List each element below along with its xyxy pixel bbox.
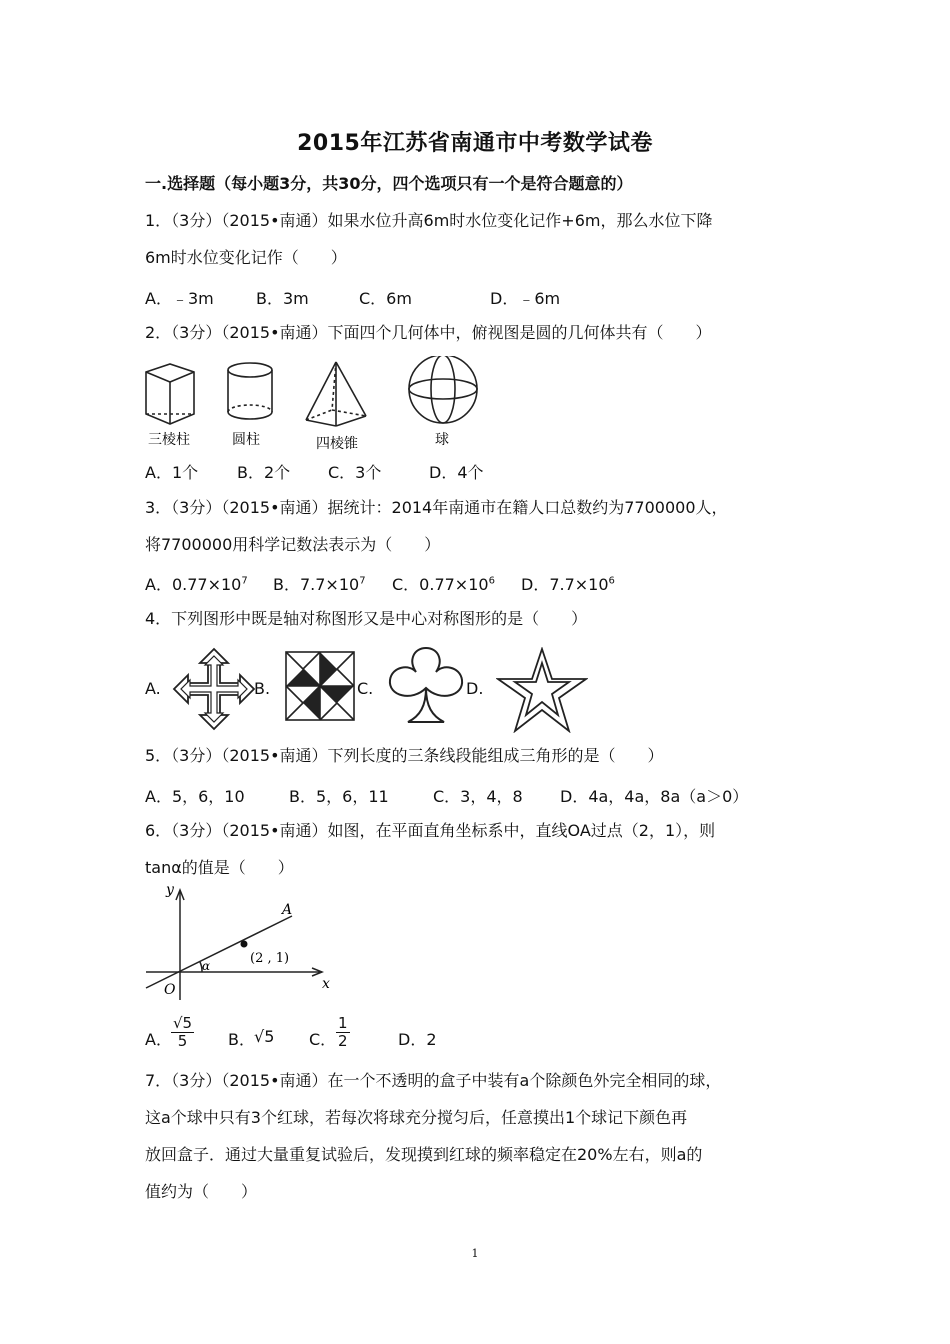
q3-line2: 将7700000用科学记数法表示为（ ）	[145, 535, 441, 554]
q7-line1: 7．（3分）（2015•南通）在一个不透明的盒子中装有a个除颜色外完全相同的球，	[145, 1071, 722, 1090]
solid-label-pyramid: 四棱锥	[316, 436, 358, 451]
q6-option-a-fraction: $\frac{√5}{5}$	[173, 1014, 193, 1050]
q3-line1: 3．（3分）（2015•南通）据统计：2014年南通市在籍人口总数约为7700000人，	[145, 498, 728, 517]
q3-option-d: D．$7.7\times 10^6$	[521, 575, 615, 594]
q2-solids-figure	[140, 356, 490, 451]
q6-coordinate-graph	[142, 880, 342, 1002]
q3-option-c: C．$0.77\times 10^6$	[392, 575, 495, 594]
y-axis-label: y	[166, 882, 174, 898]
q1-option-c: C．6m	[359, 289, 412, 308]
section-heading: 一.选择题（每小题3分，共30分，四个选项只有一个是符合题意的）	[145, 174, 633, 193]
q5-option-b: B．5，6，11	[289, 787, 389, 806]
q1-option-d: D．﹣6m	[490, 289, 561, 308]
sphere-shape	[409, 356, 477, 423]
page-number: 1	[471, 1247, 479, 1260]
q1-option-b: B．3m	[256, 289, 309, 308]
q6-option-a-label: A．	[145, 1030, 172, 1049]
q6-line1: 6．（3分）（2015•南通）如图，在平面直角坐标系中，直线OA过点（2，1），则	[145, 821, 716, 840]
q4-line1: 4．下列图形中既是轴对称图形又是中心对称图形的是（ ）	[145, 609, 588, 628]
point-a-label: A	[282, 902, 293, 918]
q2-option-d: D．4个	[429, 463, 484, 482]
origin-label: O	[164, 982, 176, 998]
q1-line1: 1．（3分）（2015•南通）如果水位升高6m时水位变化记作+6m，那么水位下降	[145, 211, 713, 230]
page-title: 2015年江苏省南通市中考数学试卷	[297, 131, 653, 156]
q5-option-c: C．3，4，8	[433, 787, 523, 806]
solid-label-cylinder: 圆柱	[232, 432, 260, 448]
triangular-prism-shape	[146, 364, 194, 424]
q3-option-a: A．$0.77\times 10^7$	[145, 575, 248, 594]
q6-line2: tanα的值是（ ）	[145, 858, 294, 877]
q1-line2: 6m时水位变化记作（ ）	[145, 248, 347, 267]
q6-option-b-value: √5	[254, 1027, 275, 1046]
q7-line3: 放回盒子．通过大量重复试验后，发现摸到红球的频率稳定在20%左右，则a的	[145, 1145, 703, 1164]
cylinder-shape	[228, 363, 272, 419]
q4-figure-arrows	[172, 647, 256, 731]
q3-option-b: B．$7.7\times 10^7$	[273, 575, 366, 594]
q2-option-a: A．1个	[145, 463, 199, 482]
q7-line4: 值约为（ ）	[145, 1182, 258, 1201]
point-coordinate-label: (2 , 1)	[250, 951, 290, 966]
q4-option-d-label: D.	[466, 679, 484, 698]
q4-option-a-label: A.	[145, 679, 161, 698]
square-pyramid-shape	[306, 362, 366, 426]
x-axis-label: x	[322, 976, 330, 992]
q4-figure-club	[386, 646, 466, 726]
q5-option-a: A．5，6，10	[145, 787, 245, 806]
point-2-1	[241, 941, 248, 948]
solid-label-sphere: 球	[435, 432, 449, 448]
q7-line2: 这a个球中只有3个红球，若每次将球充分搅匀后，任意摸出1个球记下颜色再	[145, 1108, 688, 1127]
q2-option-c: C．3个	[328, 463, 382, 482]
solid-label-prism: 三棱柱	[148, 432, 190, 448]
q1-option-a: A．﹣3m	[145, 289, 214, 308]
q5-option-d: D．4a，4a，8a（a＞0）	[560, 787, 749, 806]
q6-option-c-fraction: $\frac{1}{2}$	[338, 1014, 348, 1050]
q6-option-b-label: B．	[228, 1030, 255, 1049]
q4-figure-pinwheel	[284, 650, 356, 722]
q2-option-b: B．2个	[237, 463, 291, 482]
q6-option-d: D．2	[398, 1030, 437, 1049]
q5-line1: 5．（3分）（2015•南通）下列长度的三条线段能组成三角形的是（ ）	[145, 746, 664, 765]
q4-option-b-label: B.	[254, 679, 271, 698]
angle-alpha-label: α	[202, 959, 211, 973]
q4-figure-star	[496, 647, 588, 733]
q2-line1: 2．（3分）（2015•南通）下面四个几何体中，俯视图是圆的几何体共有（ ）	[145, 323, 712, 342]
q4-option-c-label: C.	[357, 679, 374, 698]
q6-option-c-label: C．	[309, 1030, 337, 1049]
